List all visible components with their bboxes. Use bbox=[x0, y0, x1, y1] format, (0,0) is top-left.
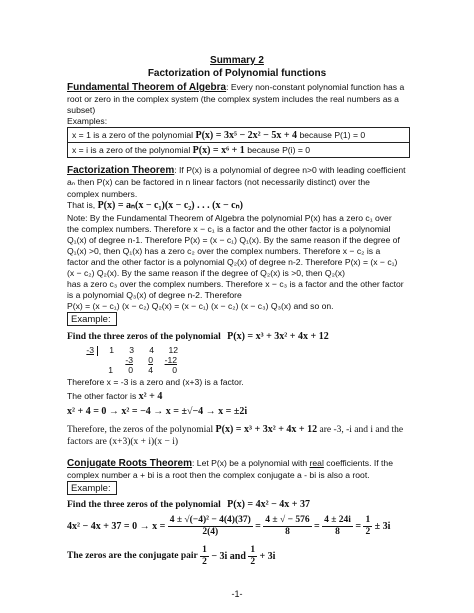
example-2-reason: because P(i) = 0 bbox=[247, 145, 311, 155]
other-factor-text: The other factor is bbox=[67, 391, 137, 401]
remainder: 0 bbox=[172, 365, 177, 375]
ft-line-2: aₙ then P(x) can be factored in n linear factors (not necessarily distinct) over the bbox=[67, 177, 370, 187]
crt-heading: Conjugate Roots Theorem bbox=[67, 458, 193, 469]
formula-fraction-4 bbox=[363, 515, 372, 539]
result-2: 0 bbox=[128, 365, 133, 375]
example-label: Example: bbox=[71, 314, 111, 325]
result-1: 1 bbox=[108, 365, 113, 375]
examples-label: Examples: bbox=[67, 116, 108, 126]
pair-1-numerator: 1 bbox=[200, 545, 209, 557]
formula-fraction-1 bbox=[168, 515, 253, 539]
synthetic-division-row-3 bbox=[80, 365, 177, 375]
crt-text-end: coefficients. If the bbox=[326, 458, 393, 468]
conjugate-text: The zeros are the conjugate pair bbox=[67, 551, 198, 562]
ex1-polynomial: P(x) = x³ + 3x² + 4x + 12 bbox=[227, 331, 329, 342]
fraction-2-numerator: 4 ± √ − 576 bbox=[263, 515, 311, 527]
crt-find-text: Find the three zeros of the polynomial bbox=[67, 500, 221, 510]
pair-2-denominator: 2 bbox=[250, 557, 256, 568]
page-subtitle: Factorization of Polynomial functions bbox=[147, 68, 327, 79]
ex1-find-text: Find the three zeros of the polynomial bbox=[67, 332, 221, 342]
formula-fraction-2 bbox=[263, 515, 311, 539]
fraction-2-denominator: 8 bbox=[285, 527, 290, 538]
coef-4: 12 bbox=[168, 345, 178, 355]
conclusion-text: Therefore, the zeros of the polynomial bbox=[67, 425, 214, 435]
ex1-conclusion-2: factors are (x+3)(x + i)(x − i) bbox=[67, 437, 179, 447]
ft-note-8: is a polynomial Q₃(x) of degree n-2. Therefore bbox=[67, 290, 242, 300]
conclusion-polynomial: P(x) = x³ + 3x² + 4x + 12 bbox=[215, 424, 318, 435]
example-label-box-1 bbox=[67, 312, 117, 326]
fta-line-1 bbox=[67, 82, 404, 94]
crt-quadratic-formula: 4x² − 4x + 37 = 0 → x = $\frac{\text{4 ± √(−4)² − 4(4)(37)}}{2(4)}$ = $\frac{4 \pm √ - 576}{8}$ = $\frac{4 \pm 24i}{8}$ = $\frac{1}{2}$ ± 3i bbox=[67, 515, 391, 538]
pair-fraction-1 bbox=[200, 545, 209, 569]
ft-note-2: the complex numbers. Therefore x − c₁ is a factor and the other factor is a polynomial bbox=[67, 224, 391, 234]
pair-1-rest: − 3i and bbox=[211, 550, 246, 562]
crt-conjugate-pair bbox=[67, 545, 275, 569]
product-1: -3 bbox=[125, 355, 133, 365]
ft-note-3: Q₁(x) of degree n-1. Therefore P(x) = (x − c₁) Q₁(x). By the same reason if the degree of bbox=[67, 235, 400, 245]
crt-line-1 bbox=[67, 458, 393, 470]
conclusion-zeros: are -3, -i and i and the bbox=[319, 425, 404, 435]
ft-that-is: That is, bbox=[67, 200, 96, 210]
formula-fraction-3 bbox=[322, 515, 353, 539]
crt-real-word: real bbox=[309, 458, 324, 468]
ft-note-6: (x − c₂) Q₂(x). By the same reason if the degree of Q₂(x) is >0, then Q₂(x) bbox=[67, 268, 345, 278]
ft-heading: Factorization Theorem bbox=[67, 165, 175, 176]
example-1-math: P(x) = 3x⁵ − 2x² − 5x + 4 bbox=[195, 130, 298, 141]
crt-line-2: complex number a + bi is a root then the complex conjugate a - bi is also a root. bbox=[67, 470, 370, 480]
example-label-2: Example: bbox=[71, 483, 111, 494]
fraction-1-numerator: 4 ± √(−4)² − 4(4)(37) bbox=[168, 515, 253, 527]
coef-2: 3 bbox=[129, 345, 134, 355]
coef-1: 1 bbox=[109, 345, 114, 355]
result-3: 4 bbox=[148, 365, 153, 375]
ft-line-1 bbox=[67, 165, 406, 177]
ft-note-7: has a zero c₃ over the complex numbers. Therefore x − c₃ is a factor and the other factor bbox=[67, 279, 404, 289]
fta-line-3: subset) bbox=[67, 105, 96, 115]
quadratic-lhs: 4x² − 4x + 37 = 0 → x = bbox=[67, 520, 166, 532]
page-number: -1- bbox=[231, 589, 243, 599]
fraction-3-numerator: 4 ± 24i bbox=[322, 515, 353, 527]
pair-2-numerator: 1 bbox=[248, 545, 257, 557]
fraction-3-denominator: 8 bbox=[335, 527, 340, 538]
product-2: 0 bbox=[148, 355, 153, 365]
example-2-math: P(x) = x⁶ + 1 bbox=[192, 145, 245, 156]
ex1-other-factor bbox=[67, 391, 162, 403]
fta-line-2: root or zero in the complex system (the complex system includes the real numbers as a bbox=[67, 94, 399, 104]
fraction-4-numerator: 1 bbox=[363, 515, 372, 527]
fta-text: : Every non-constant polynomial function has a bbox=[226, 82, 405, 92]
pair-2-rest: + 3i bbox=[259, 550, 276, 562]
ex1-find-line bbox=[67, 331, 329, 343]
coef-3: 4 bbox=[149, 345, 154, 355]
example-1-reason: because P(1) = 0 bbox=[299, 130, 366, 140]
example-box-2 bbox=[67, 142, 410, 158]
divisor: -3 bbox=[86, 345, 94, 355]
ex1-conclusion-1 bbox=[67, 424, 403, 436]
result-imaginary: ± 3i bbox=[374, 520, 391, 532]
ft-note-4: Q₁(x) >0, then Q₁(x) has a zero c₂ over the complex numbers. Therefore x − c₂ is a bbox=[67, 246, 381, 256]
ex1-solve-equation: x² + 4 = 0 → x² = −4 → x = ±√−4 → x = ±2i bbox=[67, 406, 248, 417]
ft-text: : If P(x) is a polynomial of degree n>0 with leading coefficient bbox=[174, 165, 406, 175]
ft-note-9: P(x) = (x − c₁) (x − c₂) Q₂(x) = (x − c₁) (x − c₂) (x − c₃) Q₃(x) and so on. bbox=[67, 301, 334, 311]
fraction-4-denominator: 2 bbox=[365, 527, 371, 538]
ft-note-5: factor and the other factor is a polynomial Q₂(x) of degree n-2. Therefore P(x) = (x − c₁) bbox=[67, 257, 398, 267]
product-3: -12 bbox=[164, 355, 177, 365]
example-2-text: x = i is a zero of the polynomial bbox=[72, 145, 191, 155]
ft-note-1: Note: By the Fundamental Theorem of Algebra the polynomial P(x) has a zero c₁ over bbox=[67, 213, 392, 223]
page-title: Summary 2 bbox=[210, 55, 264, 66]
ex1-therefore: Therefore x = -3 is a zero and (x+3) is a factor. bbox=[67, 377, 244, 387]
pair-1-denominator: 2 bbox=[202, 557, 207, 568]
example-label-box-2 bbox=[67, 481, 117, 495]
fta-heading: Fundamental Theorem of Algebra bbox=[67, 82, 227, 93]
crt-find-line bbox=[67, 499, 310, 511]
ft-line-4 bbox=[67, 200, 243, 212]
crt-polynomial: P(x) = 4x² − 4x + 37 bbox=[227, 499, 311, 510]
fraction-1-denominator: 2(4) bbox=[202, 527, 219, 538]
crt-text: : Let P(x) be a polynomial with bbox=[192, 458, 308, 468]
example-box-1 bbox=[67, 127, 410, 143]
synthetic-division-row-2 bbox=[80, 355, 177, 365]
ft-formula: P(x) = aₙ(x − c₁)(x − c₂) . . . (x − cₙ) bbox=[97, 200, 243, 211]
ft-line-3: complex numbers. bbox=[67, 189, 138, 199]
example-1-text: x = 1 is a zero of the polynomial bbox=[72, 130, 194, 140]
pair-fraction-2 bbox=[248, 545, 257, 569]
other-factor-math: x² + 4 bbox=[138, 391, 163, 402]
